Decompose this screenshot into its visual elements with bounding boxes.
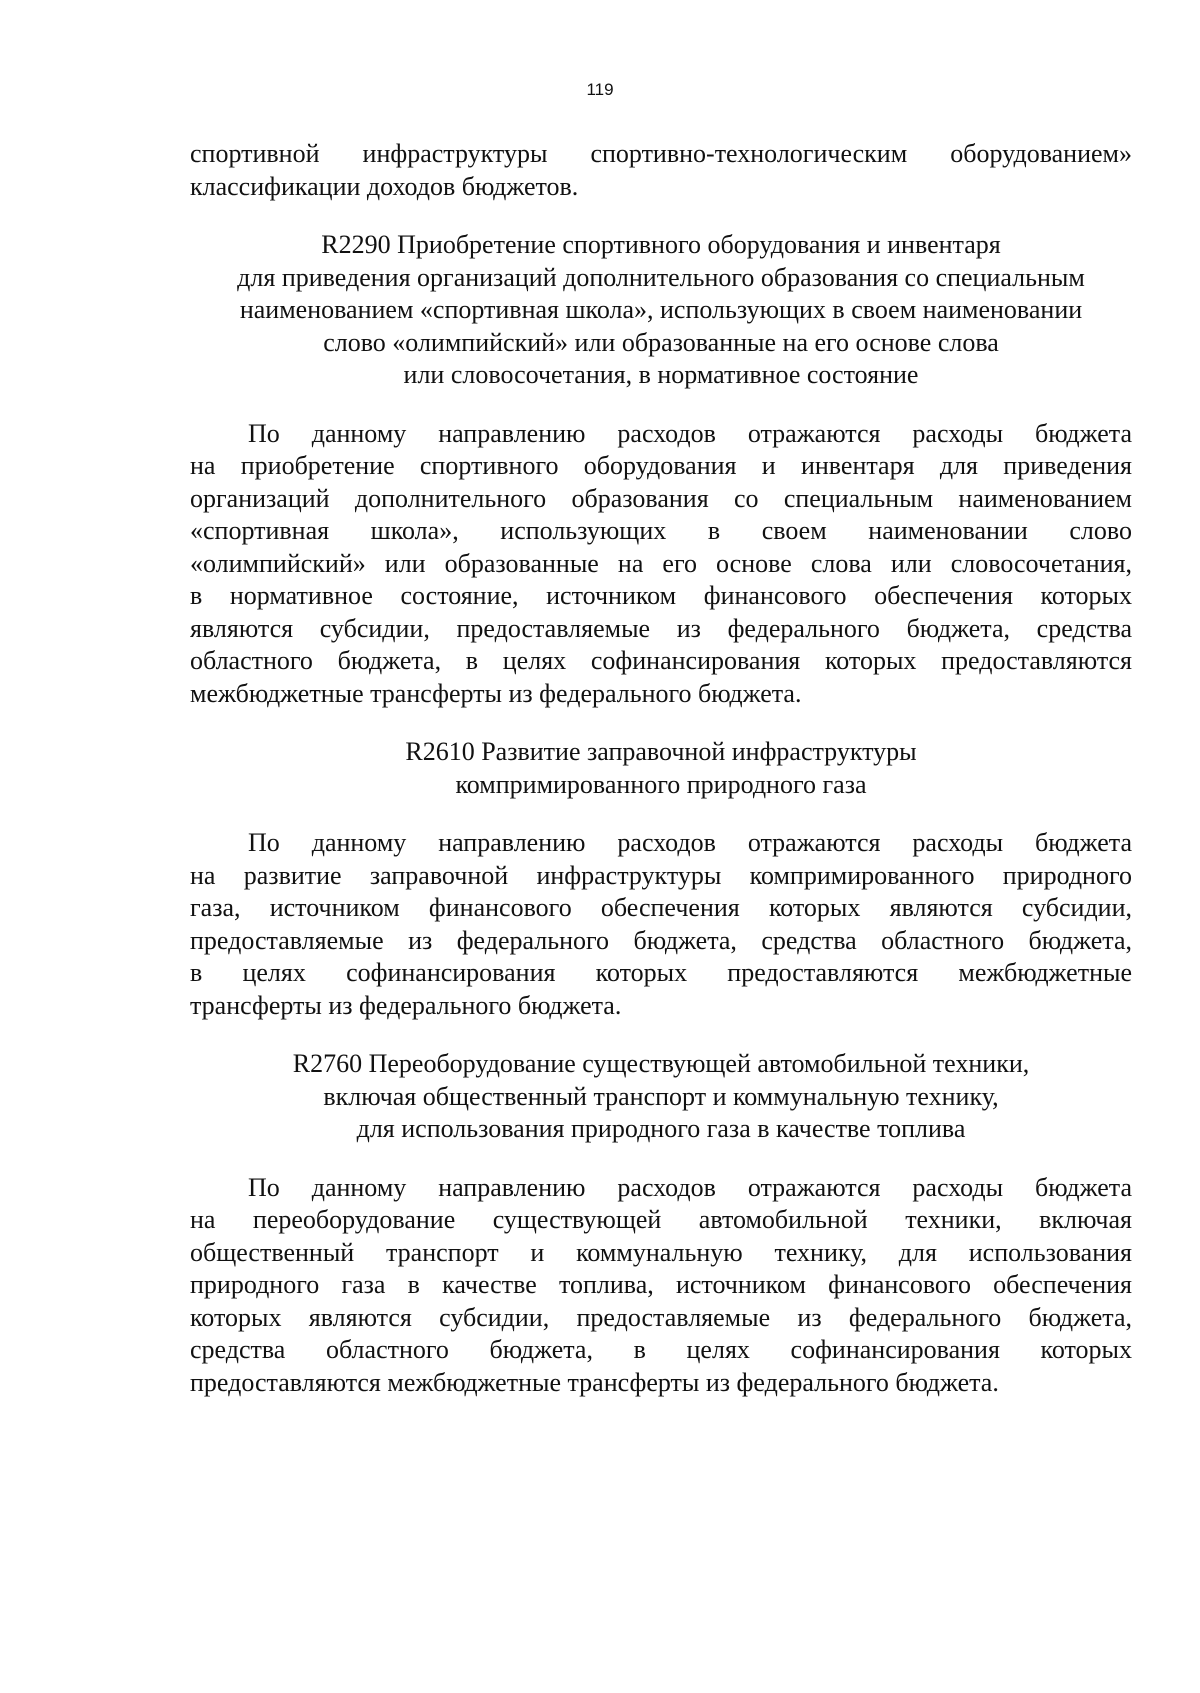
paragraph-line: «олимпийский» или образованные на его основе слова или словосочетания,: [190, 548, 1132, 578]
paragraph-line: предоставляются межбюджетные трансферты из федерального бюджета.: [190, 1367, 999, 1397]
paragraph-line: областного бюджета, в целях софинансирования которых предоставляются: [190, 646, 1132, 675]
paragraph-line: межбюджетные трансферты из федерального бюджета.: [190, 678, 802, 708]
heading-line: или словосочетания, в нормативное состояние: [403, 360, 919, 389]
paragraph-line: предоставляемые из федерального бюджета, средства областного бюджета,: [190, 925, 1132, 955]
section-heading-r2290: [190, 229, 1132, 392]
paragraph-line: в нормативное состояние, источником финансового обеспечения которых: [190, 581, 1132, 610]
intro-paragraph: [190, 138, 1132, 203]
paragraph-line: «спортивная школа», использующих в своем наименовании слово: [190, 516, 1132, 545]
paragraph-line: являются субсидии, предоставляемые из федерального бюджета, средства: [190, 613, 1132, 643]
heading-line: для использования природного газа в качестве топлива: [356, 1114, 966, 1143]
heading-line: R2290 Приобретение спортивного оборудования и инвентаря: [321, 230, 1001, 259]
spacer: [190, 801, 1132, 827]
paragraph-line: классификации доходов бюджетов.: [190, 171, 579, 201]
paragraph-line: средства областного бюджета, в целях софинансирования которых: [190, 1335, 1132, 1364]
paragraph-line: По данному направлению расходов отражаются расходы бюджета: [248, 828, 1132, 857]
spacer: [190, 1022, 1132, 1048]
page-number: 119: [586, 80, 614, 99]
paragraph-line: на переоборудование существующей автомобильной техники, включая: [190, 1205, 1132, 1234]
paragraph-line: общественный транспорт и коммунальную технику, для использования: [190, 1237, 1132, 1267]
heading-line: R2610 Развитие заправочной инфраструктуры: [405, 737, 917, 766]
spacer: [190, 1146, 1132, 1172]
paragraph-line: в целях софинансирования которых предоставляются межбюджетные: [190, 958, 1132, 987]
heading-line: R2760 Переоборудование существующей автомобильной техники,: [292, 1049, 1030, 1078]
heading-line: слово «олимпийский» или образованные на его основе слова: [323, 327, 999, 357]
document-body: [190, 138, 1132, 1399]
paragraph-line: газа, источником финансового обеспечения которых являются субсидии,: [190, 893, 1132, 922]
paragraph-line: организаций дополнительного образования со специальным наименованием: [190, 483, 1132, 513]
paragraph-line: По данному направлению расходов отражаются расходы бюджета: [248, 1172, 1132, 1202]
heading-line: для приведения организаций дополнительного образования со специальным: [237, 262, 1085, 292]
spacer: [190, 710, 1132, 736]
paragraph-line: природного газа в качестве топлива, источником финансового обеспечения: [190, 1270, 1132, 1299]
section-body-r2760: [190, 1172, 1132, 1400]
heading-line: компримированного природного газа: [455, 769, 867, 799]
paragraph-line: По данному направлению расходов отражаются расходы бюджета: [248, 418, 1132, 448]
paragraph-line: на развитие заправочной инфраструктуры компримированного природного: [190, 860, 1132, 890]
paragraph-line: трансферты из федерального бюджета.: [190, 990, 622, 1020]
paragraph-line: спортивной инфраструктуры спортивно-технологическим оборудованием»: [190, 139, 1132, 168]
spacer: [190, 392, 1132, 418]
spacer: [190, 203, 1132, 229]
section-heading-r2610: [190, 736, 1132, 801]
section-body-r2290: [190, 418, 1132, 711]
heading-line: включая общественный транспорт и коммунальную технику,: [323, 1081, 999, 1111]
paragraph-line: на приобретение спортивного оборудования и инвентаря для приведения: [190, 451, 1132, 480]
section-heading-r2760: [190, 1048, 1132, 1146]
section-body-r2610: [190, 827, 1132, 1022]
paragraph-line: которых являются субсидии, предоставляемые из федерального бюджета,: [190, 1302, 1132, 1332]
heading-line: наименованием «спортивная школа», использующих в своем наименовании: [239, 295, 1083, 324]
